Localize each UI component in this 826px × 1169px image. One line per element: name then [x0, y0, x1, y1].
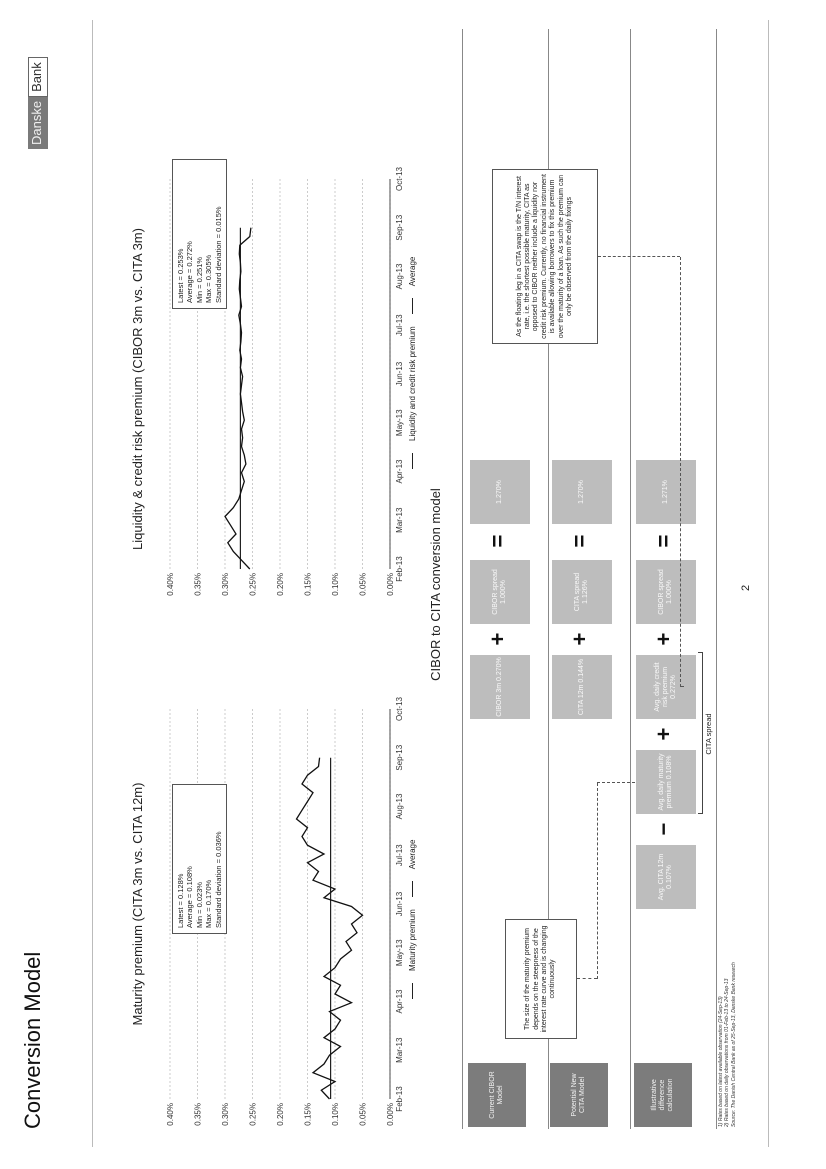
- chart1-legend-series: Maturity premium: [408, 909, 417, 971]
- row1-result-box: 1.270%: [470, 460, 530, 524]
- chart1-stats-box: [172, 784, 227, 934]
- row2-result-box: 1.270%: [552, 460, 612, 524]
- y-tick-label: 0.30%: [221, 1103, 230, 1126]
- logo-part2: Bank: [28, 57, 48, 97]
- note-maturity-premium: The size of the maturity premium depends on the steepness of the interest rate curve and is changing continuously: [505, 919, 577, 1039]
- page-title: Conversion Model: [20, 951, 45, 1129]
- y-tick-label: 0.40%: [166, 1103, 175, 1126]
- x-tick-label: Jun-13: [395, 891, 404, 917]
- y-tick-label: 0.00%: [386, 573, 395, 596]
- chart1-stat: Latest = 0.128%: [176, 873, 185, 928]
- y-tick-label: 0.20%: [276, 573, 285, 596]
- y-tick-label: 0.00%: [386, 1103, 395, 1126]
- y-tick-label: 0.15%: [303, 1103, 313, 1126]
- dashed-connector: [680, 257, 681, 687]
- x-tick-label: Sep-13: [395, 214, 404, 241]
- y-tick-label: 0.25%: [248, 1103, 258, 1126]
- danske-bank-logo: [28, 57, 48, 149]
- legend-line-swatch: [412, 453, 413, 469]
- footnote-1: 1) Rates based on latest available observation (24-Sep-13): [718, 996, 724, 1127]
- chart1-stat: Average = 0.108%: [185, 866, 195, 928]
- model-rule-row2: [630, 29, 631, 1129]
- y-tick-label: 0.35%: [193, 573, 203, 596]
- chart2-legend-average: Average: [408, 256, 417, 287]
- y-tick-label: 0.15%: [303, 573, 313, 596]
- plus-operator: +: [485, 632, 510, 646]
- model-title: CIBOR to CITA conversion model: [428, 488, 443, 681]
- equals-operator: =: [567, 534, 592, 548]
- x-tick-label: Feb-13: [395, 556, 404, 582]
- equals-operator: =: [485, 534, 510, 548]
- x-tick-label: Mar-13: [395, 1037, 404, 1063]
- model-rule-row3: [716, 29, 717, 1129]
- y-tick-label: 0.20%: [276, 1103, 285, 1126]
- cita-spread-label: CITA spread: [704, 713, 713, 755]
- chart1-stat: Max = 0.170%: [204, 879, 214, 928]
- x-tick-label: May-13: [395, 409, 404, 437]
- plus-operator: +: [651, 632, 676, 646]
- plus-operator: +: [651, 727, 676, 741]
- page-number: 2: [740, 584, 752, 591]
- logo-part1: Danske: [28, 97, 48, 149]
- cibor-spread-box: CIBOR spread 1.000%: [470, 560, 530, 624]
- y-tick-label: 0.35%: [193, 1103, 203, 1126]
- model-rule-top: [462, 29, 463, 1129]
- dashed-connector: [577, 978, 597, 979]
- cibor3m-box: CIBOR 3m 0.270%: [470, 655, 530, 719]
- chart2-stat: Max = 0.305%: [204, 254, 214, 303]
- legend-line-swatch: [412, 983, 413, 999]
- footer-rule: [768, 20, 769, 1147]
- row3-result-box: 1.271%: [636, 460, 696, 524]
- avg-cita12m-box: Avg. CITA 12m 0.107%: [636, 845, 696, 909]
- x-tick-label: Apr-13: [395, 459, 404, 484]
- minus-operator: −: [651, 822, 676, 836]
- chart2-stats-box: [172, 159, 227, 309]
- chart2-stat: Average = 0.272%: [185, 241, 195, 303]
- chart1-stat: Standard deviation = 0.036%: [213, 831, 223, 928]
- x-tick-label: Oct-13: [395, 166, 404, 192]
- row-label-illustrative: Illustrative difference calculation: [634, 1063, 692, 1127]
- chart2-legend: [408, 257, 417, 469]
- y-tick-label: 0.25%: [248, 573, 258, 596]
- dashed-connector: [680, 686, 684, 687]
- y-tick-label: 0.05%: [358, 1103, 368, 1126]
- footnotes: [718, 962, 737, 1127]
- footnote-source: Source: The Danish Central Bank as of 25-Sep-13, Danske Bank research: [730, 962, 737, 1127]
- chart1-legend: [408, 840, 417, 999]
- chart2-stat: Latest = 0.253%: [176, 248, 185, 303]
- header-rule: [92, 20, 93, 1147]
- dashed-connector: [597, 783, 598, 979]
- cita12m-box: CITA 12m 0.144%: [552, 655, 612, 719]
- chart1-stat: Min = 0.023%: [194, 881, 204, 928]
- x-tick-label: Jul-13: [395, 314, 404, 337]
- footnote-2: 2) Rates based on daily observations from 01-Feb-13 to 24-Sep-13: [724, 978, 731, 1127]
- cita-spread-bracket: [698, 652, 703, 814]
- legend-line-swatch: [412, 881, 413, 897]
- legend-line-swatch: [412, 298, 413, 314]
- cibor-spread-box-2: CIBOR spread 1.000%: [636, 560, 696, 624]
- dashed-connector: [597, 782, 635, 783]
- y-tick-label: 0.10%: [331, 573, 340, 596]
- chart1-title: Maturity premium (CITA 3m vs. CITA 12m): [130, 782, 145, 1026]
- x-tick-label: Oct-13: [395, 696, 404, 722]
- y-tick-label: 0.05%: [358, 573, 368, 596]
- row-label-potential: Potential New CITA Model: [550, 1063, 608, 1127]
- chart2-stat: Min = 0.251%: [194, 256, 204, 303]
- equals-operator: =: [651, 534, 676, 548]
- x-tick-label: Mar-13: [395, 507, 404, 533]
- row-label-current: Current CIBOR Model: [468, 1063, 526, 1127]
- y-tick-label: 0.40%: [166, 573, 175, 596]
- series-line: [297, 758, 363, 1099]
- chart2-title: Liquidity & credit risk premium (CIBOR 3m vs. CITA 3m): [130, 228, 145, 550]
- chart1-legend-average: Average: [408, 839, 417, 870]
- avg-maturity-premium-box: Avg. daily maturity premium 0.108%: [636, 750, 696, 814]
- y-tick-label: 0.10%: [331, 1103, 340, 1126]
- series-line: [225, 228, 251, 569]
- dashed-connector: [598, 256, 680, 257]
- x-tick-label: Apr-13: [395, 989, 404, 1014]
- cita-spread-box: CITA spread 1.126%: [552, 560, 612, 624]
- y-tick-label: 0.30%: [221, 573, 230, 596]
- x-tick-label: Aug-13: [395, 263, 404, 290]
- x-tick-label: Aug-13: [395, 793, 404, 820]
- note-cita-floating-leg: As the floating leg in a CITA swap is the T/N interest rate, i.e. the shortest possible maturity, CITA as opposed to CIBOR neither include a liquidity nor credit risk premium. Currently, no financial instrument is available allowing borrowers to fix this premium over the maturity of a loan. As such the premium can only be observed from the daily fixings: [492, 169, 598, 344]
- x-tick-label: May-13: [395, 939, 404, 967]
- x-tick-label: Jun-13: [395, 361, 404, 387]
- chart2-legend-series: Liquidity and credit risk premium: [408, 326, 417, 441]
- x-tick-label: Sep-13: [395, 744, 404, 771]
- x-tick-label: Jul-13: [395, 844, 404, 867]
- chart2-stat: Standard deviation = 0.015%: [213, 206, 223, 303]
- x-tick-label: Feb-13: [395, 1086, 404, 1112]
- plus-operator: +: [567, 632, 592, 646]
- avg-credit-risk-premium-box: Avg. daily credit risk premium 0.272%: [636, 655, 696, 719]
